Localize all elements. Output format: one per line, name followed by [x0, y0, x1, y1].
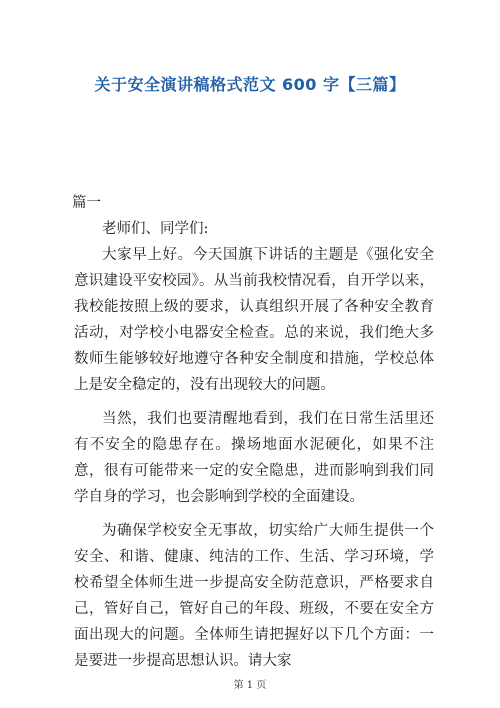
page-number-footer: 第 1 页 [233, 680, 267, 691]
document-body [74, 190, 434, 682]
document-title: 关于安全演讲稿格式范文 600 字【三篇】 [94, 75, 406, 94]
salutation: 老师们、同学们: [102, 221, 209, 237]
section-heading: 篇一 [72, 195, 101, 211]
paragraph: 为确保学校安全无事故，切实给广大师生提供一个安全、和谐、健康、纯洁的工作、生活、学习环境，学校希望全体师生进一步提高安全防范意识，严格要求自己，管好自己，管好自己的年段、班级，不要在安全方面出现大的问题。全体师生请把握好以下几个方面：一是要进一步提高思想认识。请大家 [74, 523, 434, 669]
paragraph: 大家早上好。今天国旗下讲话的主题是《强化安全意识建设平安校园》。从当前我校情况看，自开学以来，我校能按照上级的要求，认真组织开展了各种安全教育活动，对学校小电器安全检查。总的来说，我们绝大多数师生能够较好地遵守各种安全制度和措施，学校总体上是安全稳定的，没有出现较大的问题。 [74, 247, 434, 393]
paragraph: 当然，我们也要清醒地看到，我们在日常生活里还有不安全的隐患存在。操场地面水泥硬化，如果不注意，很有可能带来一定的安全隐患，进而影响到我们同学自身的学习，也会影响到学校的全面建设。 [74, 411, 434, 505]
